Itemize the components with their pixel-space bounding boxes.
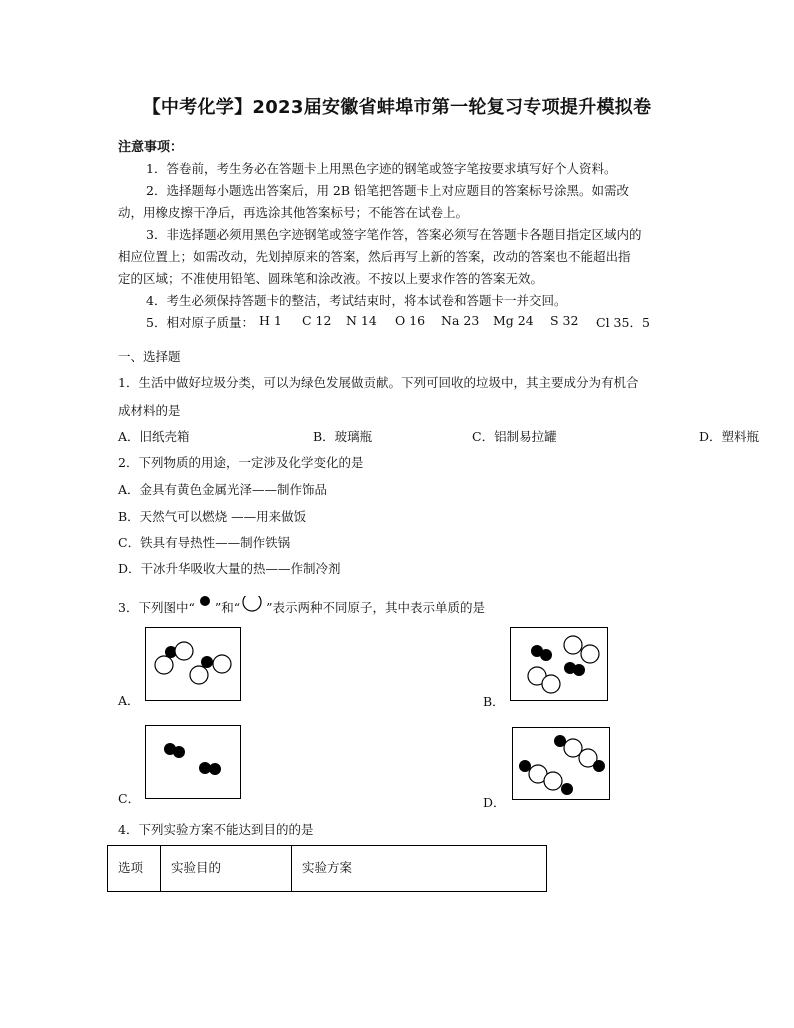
q3-stem xyxy=(118,596,485,616)
q4-table xyxy=(107,845,547,892)
note-3: 3．非选择题必须用黑色字迹钢笔或签字笔作答，答案必须写在答题卡各题目指定区域内的 xyxy=(146,227,642,242)
q1-option-d: D．塑料瓶 xyxy=(699,429,760,444)
q2-option-c: C．铁具有导热性——制作铁锅 xyxy=(118,535,291,550)
atomic-mass-label: 5．相对原子质量： xyxy=(146,315,254,330)
table-header-option: 选项 xyxy=(108,846,161,892)
note-2: 2．选择题每小题选出答案后，用 2B 铅笔把答题卡上对应题目的答案标号涂黑。如需改 xyxy=(146,183,630,198)
atomic-mass-n: N 14 xyxy=(346,313,377,328)
q1-option-b: B．玻璃瓶 xyxy=(313,429,373,444)
q1-stem-1: 1．生活中做好垃圾分类，可以为绿色发展做贡献。下列可回收的垃圾中，其主要成分为有机合 xyxy=(118,375,639,390)
table-header-purpose: 实验目的 xyxy=(161,846,292,892)
q3-stem-part-3: ”表示两种不同原子，其中表示单质的是 xyxy=(266,600,486,615)
atomic-mass-o: O 16 xyxy=(395,313,426,328)
atomic-mass-na: Na 23 xyxy=(441,313,480,328)
black-atom-icon xyxy=(197,596,213,614)
molecule-diagram-c xyxy=(145,725,241,799)
q3-label-b: B． xyxy=(483,694,505,709)
molecule-diagram-b xyxy=(510,627,608,701)
note-4: 4．考生必须保持答题卡的整洁，考试结束时，将本试卷和答题卡一并交回。 xyxy=(146,293,567,308)
q3-label-c: C． xyxy=(118,791,141,806)
notes-heading: 注意事项： xyxy=(118,140,184,155)
q3-stem-part-2: ”和“ xyxy=(214,600,241,615)
molecule-b-atoms xyxy=(511,628,607,700)
white-atom-icon xyxy=(241,596,265,614)
table-header-plan: 实验方案 xyxy=(292,846,547,892)
q3-label-a: A． xyxy=(118,693,140,708)
atomic-mass-mg: Mg 24 xyxy=(493,313,534,328)
molecule-c-atoms xyxy=(146,726,240,798)
atomic-mass-h: H 1 xyxy=(259,313,282,328)
molecule-diagram-a xyxy=(145,627,241,701)
q2-option-d: D．干冰升华吸收大量的热——作制冷剂 xyxy=(118,561,341,576)
q2-stem: 2．下列物质的用途，一定涉及化学变化的是 xyxy=(118,455,364,470)
section-heading: 一、选择题 xyxy=(118,349,181,364)
molecule-d-atoms xyxy=(513,728,609,799)
table-row xyxy=(108,846,547,892)
atomic-mass-cl: Cl 35．5 xyxy=(596,315,650,330)
q2-option-b: B．天然气可以燃烧 ——用来做饭 xyxy=(118,509,307,524)
q1-stem-2: 成材料的是 xyxy=(118,403,181,418)
note-3-cont-1: 相应位置上；如需改动，先划掉原来的答案，然后再写上新的答案，改动的答案也不能超出指 xyxy=(118,249,631,264)
note-3-cont-2: 定的区域；不准使用铅笔、圆珠笔和涂改液。不按以上要求作答的答案无效。 xyxy=(118,271,544,286)
page-title: 【中考化学】2023届安徽省蚌埠市第一轮复习专项提升模拟卷 xyxy=(142,97,652,118)
atomic-mass-c: C 12 xyxy=(302,313,332,328)
molecule-diagram-d xyxy=(512,727,610,800)
q1-option-a: A．旧纸壳箱 xyxy=(118,429,190,444)
molecule-a-atoms xyxy=(146,628,240,700)
atomic-mass-s: S 32 xyxy=(550,313,579,328)
note-2-cont: 动，用橡皮擦干净后，再选涂其他答案标号；不能答在试卷上。 xyxy=(118,205,469,220)
q4-stem: 4．下列实验方案不能达到目的的是 xyxy=(118,822,314,837)
q3-stem-part-1: 3．下列图中“ xyxy=(118,600,195,615)
note-1: 1．答卷前，考生务必在答题卡上用黑色字迹的钢笔或签字笔按要求填写好个人资料。 xyxy=(146,161,617,176)
q1-option-c: C．铝制易拉罐 xyxy=(472,429,557,444)
q3-label-d: D． xyxy=(483,795,506,810)
q2-option-a: A．金具有黄色金属光泽——制作饰品 xyxy=(118,482,328,497)
